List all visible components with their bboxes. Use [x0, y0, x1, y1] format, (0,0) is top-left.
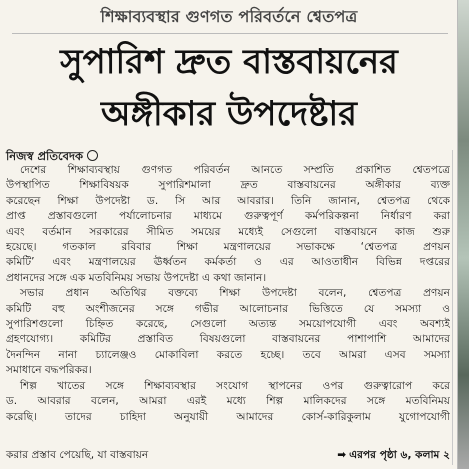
body-line: দৈনন্দিন নানা চ্যালেঞ্জও মোকাবিলা করতে হচ্ছে। তবে আমরা এসব সমস্যা — [6, 348, 450, 361]
kicker-divider — [12, 33, 448, 34]
headline-line-2: অঙ্গীকার উপদেষ্টার — [101, 94, 357, 134]
body-line: করেছি। তাদের চাহিদা অনুযায়ী আমাদের কোর্স-কারিকুলাম যুগোপযোগী — [6, 410, 450, 423]
body-line: করেছেন শিক্ষা উপদেষ্টা ড. সি আর আবরার। তিনি জানান, শ্বেতপত্র থেকে — [6, 194, 450, 207]
column-divider — [452, 150, 453, 465]
body-line: কমিটি বহু অংশীজনের সঙ্গে গভীর আলোচনার ভিত্তিতে যে সমস্যা ও — [6, 302, 450, 315]
body-line: ড. আবরার বলেন, আমরা এরই মধ্যে শিল্প মালিকদের সঙ্গে মতবিনিময় — [6, 395, 450, 408]
article-body — [6, 163, 450, 425]
article-kicker: শিক্ষাব্যবস্থার গুণগত পরিবর্তনে শ্বেতপত্র — [100, 7, 358, 26]
body-line: প্রধানদের সঙ্গে এক মতবিনিময় সভায় উপদেষ্টা এ কথা জানান। — [6, 271, 267, 284]
body-line: হয়েছে। গতকাল রবিবার শিক্ষা মন্ত্রণালয়ের সভাকক্ষে ‘শ্বেতপত্র প্রণয়ন — [6, 241, 450, 254]
body-line: কমিটি’ এবং মন্ত্রণালয়ের ঊর্ধ্বতন কর্মকর্তা ও এর আওতাধীন বিভিন্ন দপ্তরের — [6, 256, 450, 269]
body-line: উপস্থাপিত শিক্ষাবিষয়ক সুপারিশমালা দ্রুত বাস্তবায়নের অঙ্গীকার ব্যক্ত — [6, 179, 450, 192]
body-line: করার প্রস্তাব পেয়েছি, যা বাস্তবায়ন — [6, 449, 149, 461]
body-line: সুপারিশগুলো চিহ্নিত করেছে, সেগুলো অত্যন্ত সময়োপযোগী এবং অবশ্যই — [6, 318, 450, 331]
article-footer — [6, 448, 450, 464]
continuation-text: এরপর পৃষ্ঠা ৬, কলাম ২ — [349, 449, 450, 461]
body-line: এবং বর্তমান সরকারের সীমিত সময়ের মধ্যেই সেগুলো বাস্তবায়নে কাজ শুরু — [6, 225, 450, 238]
body-line: সভার প্রধান অতিথির বক্তব্যে শিক্ষা উপদেষ্টা বলেন, শ্বেতপত্র প্রণয়ন — [20, 287, 450, 300]
headline-line-1: সুপারিশ দ্রুত বাস্তবায়নের — [60, 42, 398, 82]
arrow-right-icon: ➡ — [337, 449, 347, 461]
byline-text: নিজস্ব প্রতিবেদক — [6, 149, 84, 163]
adjacent-photo-edge — [457, 0, 469, 469]
body-line: দেশের শিক্ষাব্যবস্থায় গুণগত পরিবর্তন আনতে সম্প্রতি প্রকাশিত শ্বেতপত্রে — [20, 164, 450, 176]
body-line: প্রাপ্ত প্রস্তাবগুলো পর্যালোচনার মাধ্যমে গুরুত্বপূর্ণ কর্মপরিকল্পনা নির্ধারণ করা — [6, 210, 450, 223]
byline-bullet-icon — [87, 150, 98, 161]
body-line: গ্রহণযোগ্য। কমিটির প্রস্তাবিত বিষয়গুলো বাস্তবায়নের পাশাপাশি আমাদের — [6, 333, 450, 346]
body-line: শিল্প খাতের সঙ্গে শিক্ষাব্যবস্থার সংযোগ স্থাপনের ওপর গুরুত্বারোপ করে — [20, 379, 450, 392]
body-line: সমাধানে বদ্ধপরিকর। — [6, 364, 92, 377]
continuation-note — [337, 448, 450, 463]
